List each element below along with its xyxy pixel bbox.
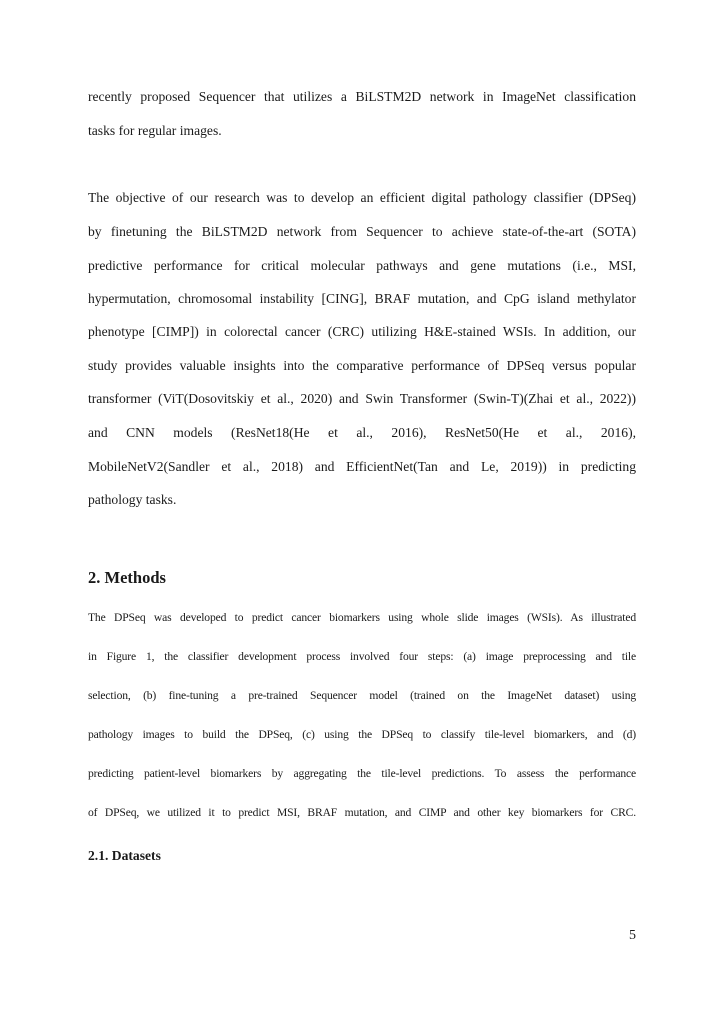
objective-line-1: The objective of our research was to develop an efficient digital pathology classifier (DPSeq) bbox=[88, 190, 636, 205]
intro-line-1: recently proposed Sequencer that utilizes a BiLSTM2D network in ImageNet classification bbox=[88, 89, 636, 104]
objective-line-8: and CNN models (ResNet18(He et al., 2016), ResNet50(He et al., 2016), bbox=[88, 425, 636, 440]
objective-line-6: study provides valuable insights into the comparative performance of DPSeq versus popular bbox=[88, 358, 636, 373]
methods-line-2: in Figure 1, the classifier development process involved four steps: (a) image preprocessing and tile bbox=[88, 650, 636, 663]
page-number: 5 bbox=[629, 928, 636, 943]
methods-line-1: The DPSeq was developed to predict cancer biomarkers using whole slide images (WSIs). As illustrated bbox=[88, 611, 636, 624]
subsection-heading-datasets: 2.1. Datasets bbox=[88, 848, 161, 863]
objective-line-10: pathology tasks. bbox=[88, 492, 177, 507]
objective-line-2: by finetuning the BiLSTM2D network from Sequencer to achieve state-of-the-art (SOTA) bbox=[88, 224, 636, 239]
objective-line-7: transformer (ViT(Dosovitskiy et al., 2020) and Swin Transformer (Swin-T)(Zhai et al., 2022)) bbox=[88, 391, 636, 406]
objective-line-3: predictive performance for critical molecular pathways and gene mutations (i.e., MSI, bbox=[88, 258, 636, 273]
objective-line-5: phenotype [CIMP]) in colorectal cancer (CRC) utilizing H&E-stained WSIs. In addition, our bbox=[88, 324, 636, 339]
objective-line-9: MobileNetV2(Sandler et al., 2018) and EfficientNet(Tan and Le, 2019)) in predicting bbox=[88, 459, 636, 474]
section-heading-methods: 2. Methods bbox=[88, 568, 166, 587]
methods-line-5: predicting patient-level biomarkers by aggregating the tile-level predictions. To assess the performance bbox=[88, 767, 636, 780]
methods-line-3: selection, (b) fine-tuning a pre-trained Sequencer model (trained on the ImageNet dataset) using bbox=[88, 689, 636, 702]
objective-line-4: hypermutation, chromosomal instability [CING], BRAF mutation, and CpG island methylator bbox=[88, 291, 636, 306]
intro-line-2: tasks for regular images. bbox=[88, 123, 222, 138]
methods-line-6: of DPSeq, we utilized it to predict MSI, BRAF mutation, and CIMP and other key biomarkers for CRC. bbox=[88, 806, 636, 819]
methods-line-4: pathology images to build the DPSeq, (c) using the DPSeq to classify tile-level biomarkers, and (d) bbox=[88, 728, 636, 741]
